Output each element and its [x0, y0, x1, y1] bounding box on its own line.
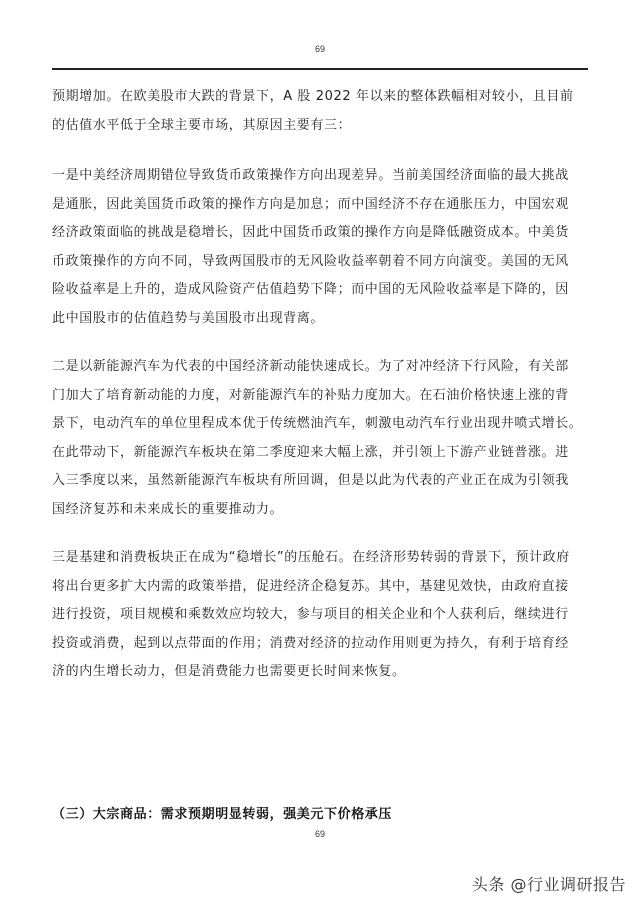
- paragraph-line: 是通胀，因此美国货币政策的操作方向是加息；而中国经济不存在通胀压力，中国宏观: [52, 196, 569, 212]
- paragraph-line: 在此带动下，新能源汽车板块在第二季度迎来大幅上涨，并引领上下游产业链普涨。进: [52, 444, 569, 460]
- paragraph-line: 二是以新能源汽车为代表的中国经济新动能快速成长。为了对冲经济下行风险，有关部: [52, 359, 569, 374]
- paragraph-reason-three: [52, 544, 588, 687]
- paragraph-line: 将出台更多扩大内需的政策举措，促进经济企稳复苏。其中，基建见效快，由政府直接: [52, 578, 569, 594]
- watermark: 头条 @行业调研报告: [471, 875, 626, 894]
- paragraph-line: 的估值水平低于全球主要市场，其原因主要有三：: [52, 117, 352, 133]
- paragraph-line: 入三季度以来，虽然新能源汽车板块有所回调，但是以此为代表的产业正在成为引领我: [52, 473, 569, 488]
- paragraph-line: 门加大了培育新动能的力度，对新能源汽车的补贴力度加大。在石油价格快速上涨的背: [52, 387, 569, 403]
- page-number-bottom: 69: [314, 829, 325, 839]
- paragraph-reason-one: [52, 162, 588, 333]
- paragraph-line: 此中国股市的估值趋势与美国股市出现背离。: [52, 310, 325, 326]
- paragraph-line: 国经济复苏和未来成长的重要推动力。: [52, 501, 284, 517]
- paragraph-intro: [52, 83, 588, 140]
- paragraph-line: 险收益率是上升的，造成风险资产估值趋势下降；而中国的无风险收益率是下降的，因: [52, 282, 569, 297]
- paragraph-line: 投资或消费，起到以点带面的作用；消费对经济的拉动作用则更为持久，有利于培育经: [52, 635, 569, 651]
- paragraph-line: 进行投资，项目规模和乘数效应均较大，参与项目的相关企业和个人获利后，继续进行: [52, 607, 569, 622]
- page-number-top: 69: [314, 44, 325, 54]
- paragraph-line: 预期增加。在欧美股市大跌的背景下，A 股 2022 年以来的整体跌幅相对较小，且目前: [52, 89, 574, 104]
- paragraph-line: 一是中美经济周期错位导致货币政策操作方向出现差异。当前美国经济面临的最大挑战: [52, 168, 569, 183]
- paragraph-line: 币政策操作的方向不同，导致两国股市的无风险收益率朝着不同方向演变。美国的无风: [52, 253, 569, 269]
- paragraph-line: 三是基建和消费板块正在成为“稳增长”的压舱石。在经济形势转弱的背景下，预计政府: [52, 550, 570, 565]
- header-divider: [52, 68, 588, 70]
- paragraph-line: 济的内生增长动力，但是消费能力也需要更长时间来恢复。: [52, 664, 406, 679]
- paragraph-line: 景下，电动汽车的单位里程成本优于传统燃油汽车，刺激电动汽车行业出现井喷式增长。: [52, 416, 583, 431]
- document-body: [52, 83, 588, 707]
- paragraph-reason-two: [52, 353, 588, 524]
- paragraph-line: 经济政策面临的挑战是稳增长，因此中国货币政策的操作方向是降低融资成本。中美货: [52, 225, 569, 240]
- section-heading: （三）大宗商品：需求预期明显转弱，强美元下价格承压: [52, 807, 393, 822]
